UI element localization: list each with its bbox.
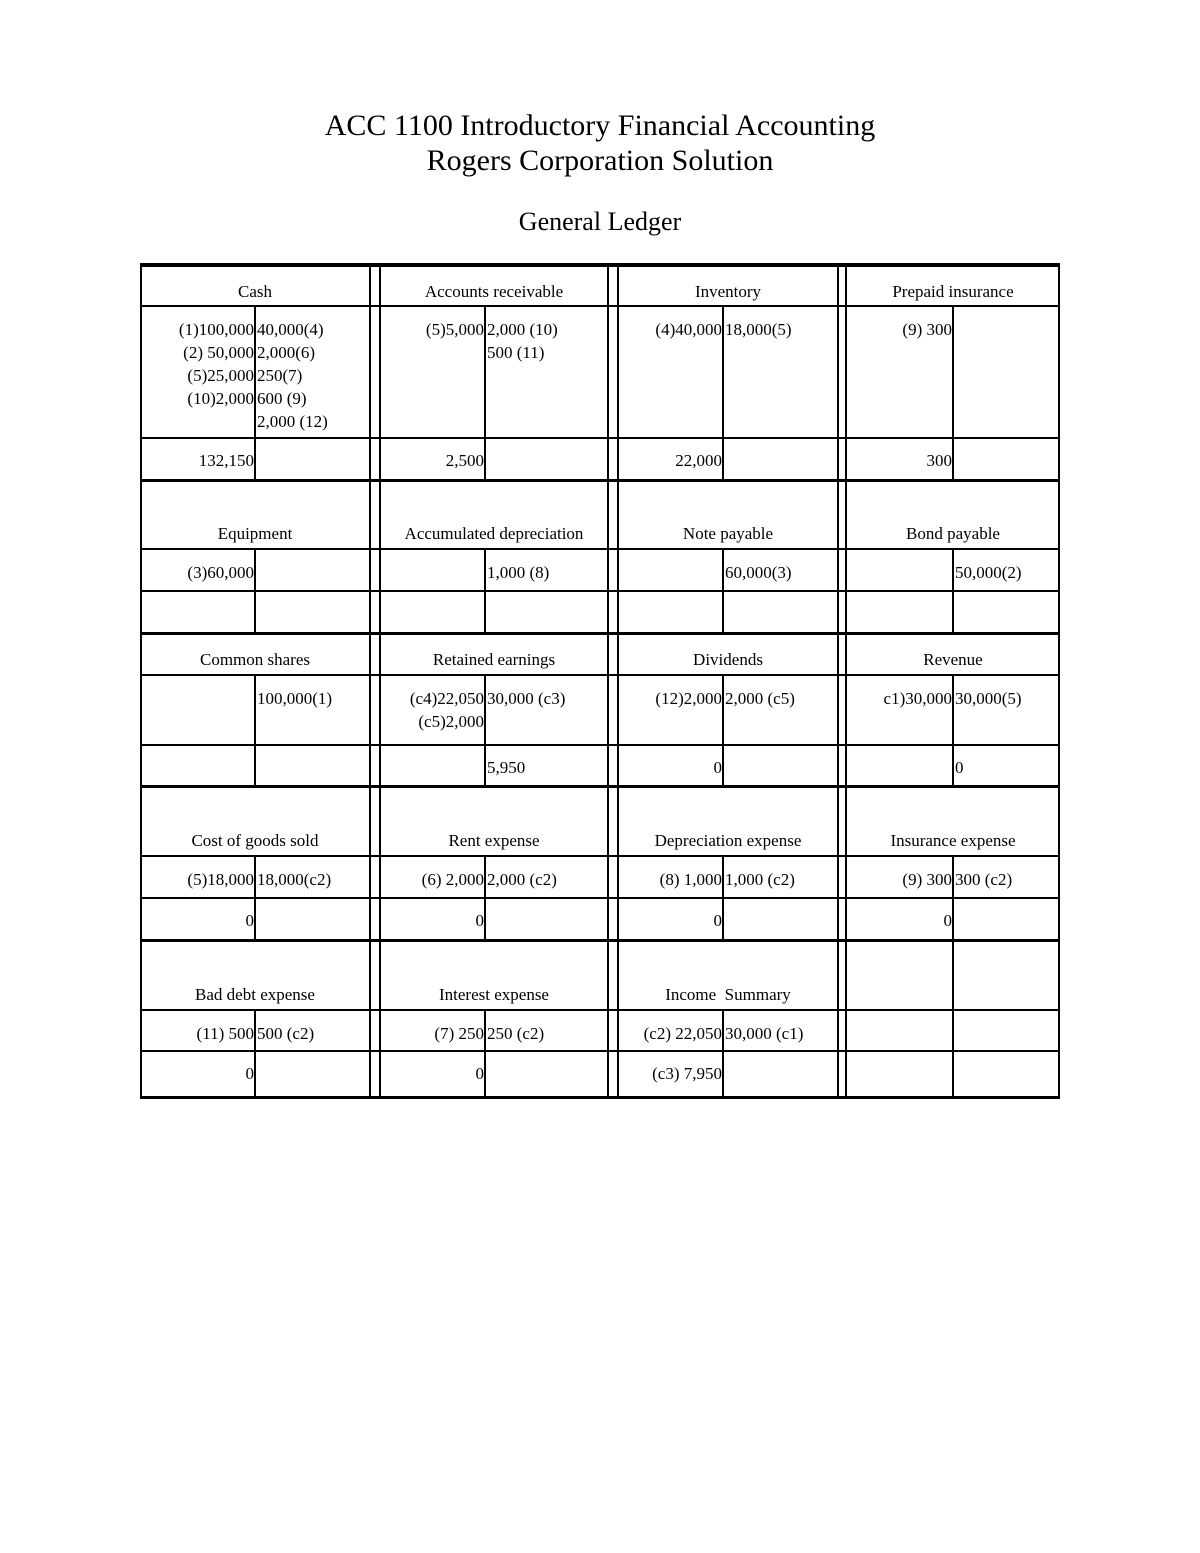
account-divider — [369, 263, 371, 1097]
balance-debit: 22,000 — [675, 451, 722, 470]
t-account-center-rule — [254, 306, 256, 480]
debit-entry: (c5)2,000 — [418, 712, 484, 731]
t-account-center-rule — [952, 856, 954, 940]
account-divider — [607, 263, 609, 1097]
ledger-row-rule — [140, 939, 1060, 942]
credit-entry: 60,000(3) — [725, 563, 792, 582]
credit-entry: 250(7) — [257, 366, 303, 385]
debit-entry: (6) 2,000 — [421, 870, 484, 889]
document-subtitle: Rogers Corporation Solution — [426, 144, 774, 177]
account-name: Cash — [238, 282, 272, 301]
account-name: Insurance expense — [890, 831, 1016, 850]
ledger-row-rule — [140, 548, 1060, 550]
balance-debit: 0 — [475, 1064, 484, 1083]
debit-entry: (12)2,000 — [655, 689, 722, 708]
ledger-row-rule — [140, 437, 1060, 439]
account-name: Note payable — [682, 524, 774, 543]
t-account-center-rule — [484, 856, 486, 940]
account-name: Revenue — [923, 650, 983, 669]
credit-entry: 40,000(4) — [257, 320, 324, 339]
account-name: Dividends — [693, 650, 763, 669]
t-account-center-rule — [484, 306, 486, 480]
t-account-center-rule — [722, 306, 724, 480]
balance-debit: 132,150 — [198, 451, 254, 470]
ledger-row-rule — [140, 590, 1060, 592]
t-account-center-rule — [254, 675, 256, 786]
document-title: ACC 1100 Introductory Financial Accounting — [324, 109, 876, 142]
t-account-center-rule — [722, 549, 724, 633]
debit-entry: (4)40,000 — [655, 320, 722, 339]
t-account-center-rule — [722, 675, 724, 786]
t-account-center-rule — [254, 856, 256, 940]
credit-entry: 2,000 (c2) — [487, 870, 557, 889]
ledger-row-rule — [140, 744, 1060, 746]
credit-entry: 300 (c2) — [955, 870, 1013, 889]
account-divider — [617, 263, 619, 1097]
t-account-center-rule — [484, 1010, 486, 1097]
account-name: Depreciation expense — [654, 831, 802, 850]
t-account-center-rule — [952, 549, 954, 633]
ledger-row-rule — [140, 1096, 1060, 1099]
ledger-row-rule — [140, 855, 1060, 857]
credit-entry: 2,000 (c5) — [725, 689, 795, 708]
account-name: Prepaid insurance — [892, 282, 1014, 301]
debit-entry: (5)5,000 — [425, 320, 484, 339]
account-name: Retained earnings — [432, 650, 556, 669]
t-account-center-rule — [484, 549, 486, 633]
t-account-center-rule — [254, 549, 256, 633]
t-account-center-rule — [722, 856, 724, 940]
section-heading: General Ledger — [518, 207, 682, 236]
credit-entry: 1,000 (c2) — [725, 870, 795, 889]
account-name: Accounts receivable — [424, 282, 564, 301]
ledger-row-rule — [140, 632, 1060, 635]
debit-entry: (9) 300 — [902, 320, 952, 339]
t-account-center-rule — [254, 1010, 256, 1097]
balance-debit: 300 — [926, 451, 952, 470]
credit-entry: 500 (c2) — [257, 1024, 315, 1043]
debit-entry: (3)60,000 — [187, 563, 254, 582]
ledger-row-rule — [140, 897, 1060, 899]
account-divider — [845, 263, 847, 1097]
account-name: Cost of goods sold — [191, 831, 319, 850]
balance-debit: (c3) 7,950 — [652, 1064, 722, 1083]
ledger-top-border — [140, 263, 1060, 267]
credit-entry: 30,000 (c3) — [487, 689, 566, 708]
balance-debit: 2,500 — [445, 451, 484, 470]
debit-entry: c1)30,000 — [883, 689, 952, 708]
credit-entry: 250 (c2) — [487, 1024, 545, 1043]
debit-entry: (10)2,000 — [187, 389, 254, 408]
account-name: Income Summary — [665, 985, 791, 1004]
credit-entry: 2,000 (10) — [487, 320, 558, 339]
t-account-center-rule — [952, 306, 954, 480]
balance-debit: 0 — [475, 911, 484, 930]
account-name: Equipment — [217, 524, 293, 543]
t-account-center-rule — [952, 675, 954, 786]
balance-debit: 0 — [245, 911, 254, 930]
credit-entry: 100,000(1) — [257, 689, 333, 708]
credit-entry: 500 (11) — [487, 343, 545, 362]
debit-entry: (2) 50,000 — [183, 343, 254, 362]
general-ledger — [140, 0, 1060, 1553]
t-account-center-rule — [484, 675, 486, 786]
balance-debit: 0 — [245, 1064, 254, 1083]
account-divider — [837, 263, 839, 1097]
credit-entry: 2,000(6) — [257, 343, 316, 362]
balance-debit: 0 — [713, 758, 722, 777]
account-name: Common shares — [199, 650, 311, 669]
account-name: Bad debt expense — [195, 985, 315, 1004]
balance-debit: 0 — [713, 911, 722, 930]
t-account-center-rule — [722, 1010, 724, 1097]
credit-entry: 1,000 (8) — [487, 563, 550, 582]
debit-entry: (c4)22,050 — [409, 689, 484, 708]
credit-entry: 600 (9) — [257, 389, 307, 408]
credit-entry: 30,000(5) — [955, 689, 1022, 708]
credit-entry: 18,000(c2) — [257, 870, 332, 889]
balance-debit: 0 — [943, 911, 952, 930]
debit-entry: (1)100,000 — [178, 320, 254, 339]
debit-entry: (9) 300 — [902, 870, 952, 889]
debit-entry: (11) 500 — [196, 1024, 254, 1043]
credit-entry: 50,000(2) — [955, 563, 1022, 582]
account-divider — [379, 263, 381, 1097]
debit-entry: (c2) 22,050 — [643, 1024, 722, 1043]
ledger-row-rule — [140, 674, 1060, 676]
debit-entry: (8) 1,000 — [659, 870, 722, 889]
balance-credit: 0 — [955, 758, 964, 777]
debit-entry: (5)18,000 — [187, 870, 254, 889]
ledger-row-rule — [140, 305, 1060, 307]
account-name: Inventory — [694, 282, 762, 301]
account-name: Bond payable — [906, 524, 1000, 543]
ledger-row-rule — [140, 785, 1060, 788]
t-account-center-rule — [952, 940, 954, 1097]
balance-credit: 5,950 — [487, 758, 526, 777]
account-name: Accumulated depreciation — [404, 524, 584, 543]
debit-entry: (7) 250 — [434, 1024, 484, 1043]
account-name: Rent expense — [448, 831, 540, 850]
debit-entry: (5)25,000 — [187, 366, 254, 385]
credit-entry: 18,000(5) — [725, 320, 792, 339]
ledger-row-rule — [140, 1009, 1060, 1011]
ledger-right-border — [1058, 263, 1060, 1097]
account-name: Interest expense — [439, 985, 549, 1004]
ledger-row-rule — [140, 479, 1060, 482]
ledger-row-rule — [140, 1050, 1060, 1052]
credit-entry: 2,000 (12) — [257, 412, 328, 431]
credit-entry: 30,000 (c1) — [725, 1024, 804, 1043]
